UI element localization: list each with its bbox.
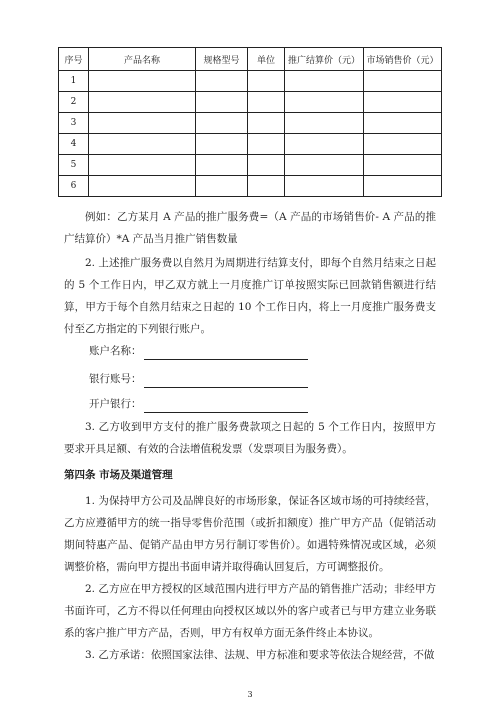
- table-row: [59, 155, 442, 176]
- table-row: [59, 92, 442, 113]
- table-cell: [248, 92, 285, 113]
- table-cell: [285, 71, 364, 92]
- table-cell: [196, 92, 248, 113]
- bank-blank: [144, 400, 308, 413]
- table-cell: [285, 176, 364, 197]
- table-cell: [196, 71, 248, 92]
- header-market-price: 市场销售价（元）: [364, 48, 442, 71]
- table-header-row: [59, 48, 442, 71]
- header-unit: 单位: [248, 48, 285, 71]
- account-number-label: 银行账号：: [89, 373, 142, 385]
- table-row: [59, 134, 442, 155]
- account-name-field: [89, 342, 308, 360]
- table-cell: [196, 134, 248, 155]
- bank-label: 开户银行：: [89, 398, 142, 410]
- table-cell: [89, 113, 196, 134]
- table-cell: [89, 176, 196, 197]
- table-cell: [364, 71, 442, 92]
- account-number-field: [89, 370, 308, 388]
- header-product-name: 产品名称: [89, 48, 196, 71]
- table-cell: [196, 113, 248, 134]
- table-cell: [248, 71, 285, 92]
- header-spec-model: 规格型号: [196, 48, 248, 71]
- table-row: [59, 71, 442, 92]
- clause-4-1: 1. 为保持甲方公司及品牌良好的市场形象，保证各区域市场的可持续经营，乙方应遵循甲方的统一指导零售价范围（或折扣额度）推广甲方产品（促销活动期间特惠产品、促销产品由甲方另行制订零售价）。如遇特殊情况或区域，必须调整价格，需向甲方提出书面申请并取得确认回复后，方可调整报价。: [64, 495, 436, 573]
- table-cell: [364, 134, 442, 155]
- header-seq: 序号: [59, 48, 89, 71]
- clause-3-3: 3. 乙方收到甲方支付的推广服务费款项之日起的 5 个工作日内，按照甲方要求开具足额、有效的合法增值税发票（发票项目为服务费）。: [64, 421, 436, 455]
- header-settlement-price: 推广结算价（元）: [285, 48, 364, 71]
- table-cell: [285, 134, 364, 155]
- table-cell: [196, 176, 248, 197]
- table-cell: [89, 155, 196, 176]
- table-cell: [285, 155, 364, 176]
- table-cell: [248, 176, 285, 197]
- table-cell: [89, 92, 196, 113]
- table-cell: [364, 155, 442, 176]
- table-cell: [364, 176, 442, 197]
- account-name-label: 账户名称：: [89, 345, 142, 357]
- table-cell: [285, 92, 364, 113]
- table-cell: [89, 71, 196, 92]
- table-cell: [285, 113, 364, 134]
- bank-field: [89, 395, 308, 413]
- table-cell: [248, 113, 285, 134]
- article-4-heading: 第四条 市场及渠道管理: [64, 469, 173, 481]
- clause-4-3: 3. 乙方承诺：依照国家法律、法规、甲方标准和要求等依法合规经营，不做: [85, 649, 435, 661]
- row-number: 6: [59, 176, 89, 197]
- product-table: [58, 47, 442, 197]
- table-cell: [364, 92, 442, 113]
- page-number: 3: [247, 690, 253, 699]
- row-number: 1: [59, 71, 89, 92]
- account-name-blank: [144, 347, 308, 360]
- fee-example: 例如：乙方某月 A 产品的推广服务费=（A 产品的市场销售价- A 产品的推广结算价）*A 产品当月推广销售数量: [64, 211, 436, 245]
- clause-3-2: 2. 上述推广服务费以自然月为周期进行结算支付，即每个自然月结束之日起的 5 个工作日内，甲乙双方就上一月度推广订单按照实际已回款销售额进行结算，甲方于每个自然月结束之日起的 10 个工作日内，将上一月度推广服务费支付至乙方指定的下列银行账户。: [64, 257, 436, 335]
- table-cell: [364, 113, 442, 134]
- row-number: 5: [59, 155, 89, 176]
- table-row: [59, 113, 442, 134]
- table-cell: [89, 134, 196, 155]
- clause-4-2: 2. 乙方应在甲方授权的区域范围内进行甲方产品的销售推广活动；非经甲方书面许可，乙方不得以任何理由向授权区域以外的客户或者已与甲方建立业务联系的客户推广甲方产品，否则，甲方有权单方面无条件终止本协议。: [64, 583, 436, 639]
- table-cell: [248, 134, 285, 155]
- table-cell: [248, 155, 285, 176]
- row-number: 2: [59, 92, 89, 113]
- row-number: 3: [59, 113, 89, 134]
- account-number-blank: [144, 375, 308, 388]
- row-number: 4: [59, 134, 89, 155]
- table-cell: [196, 155, 248, 176]
- table-row: [59, 176, 442, 197]
